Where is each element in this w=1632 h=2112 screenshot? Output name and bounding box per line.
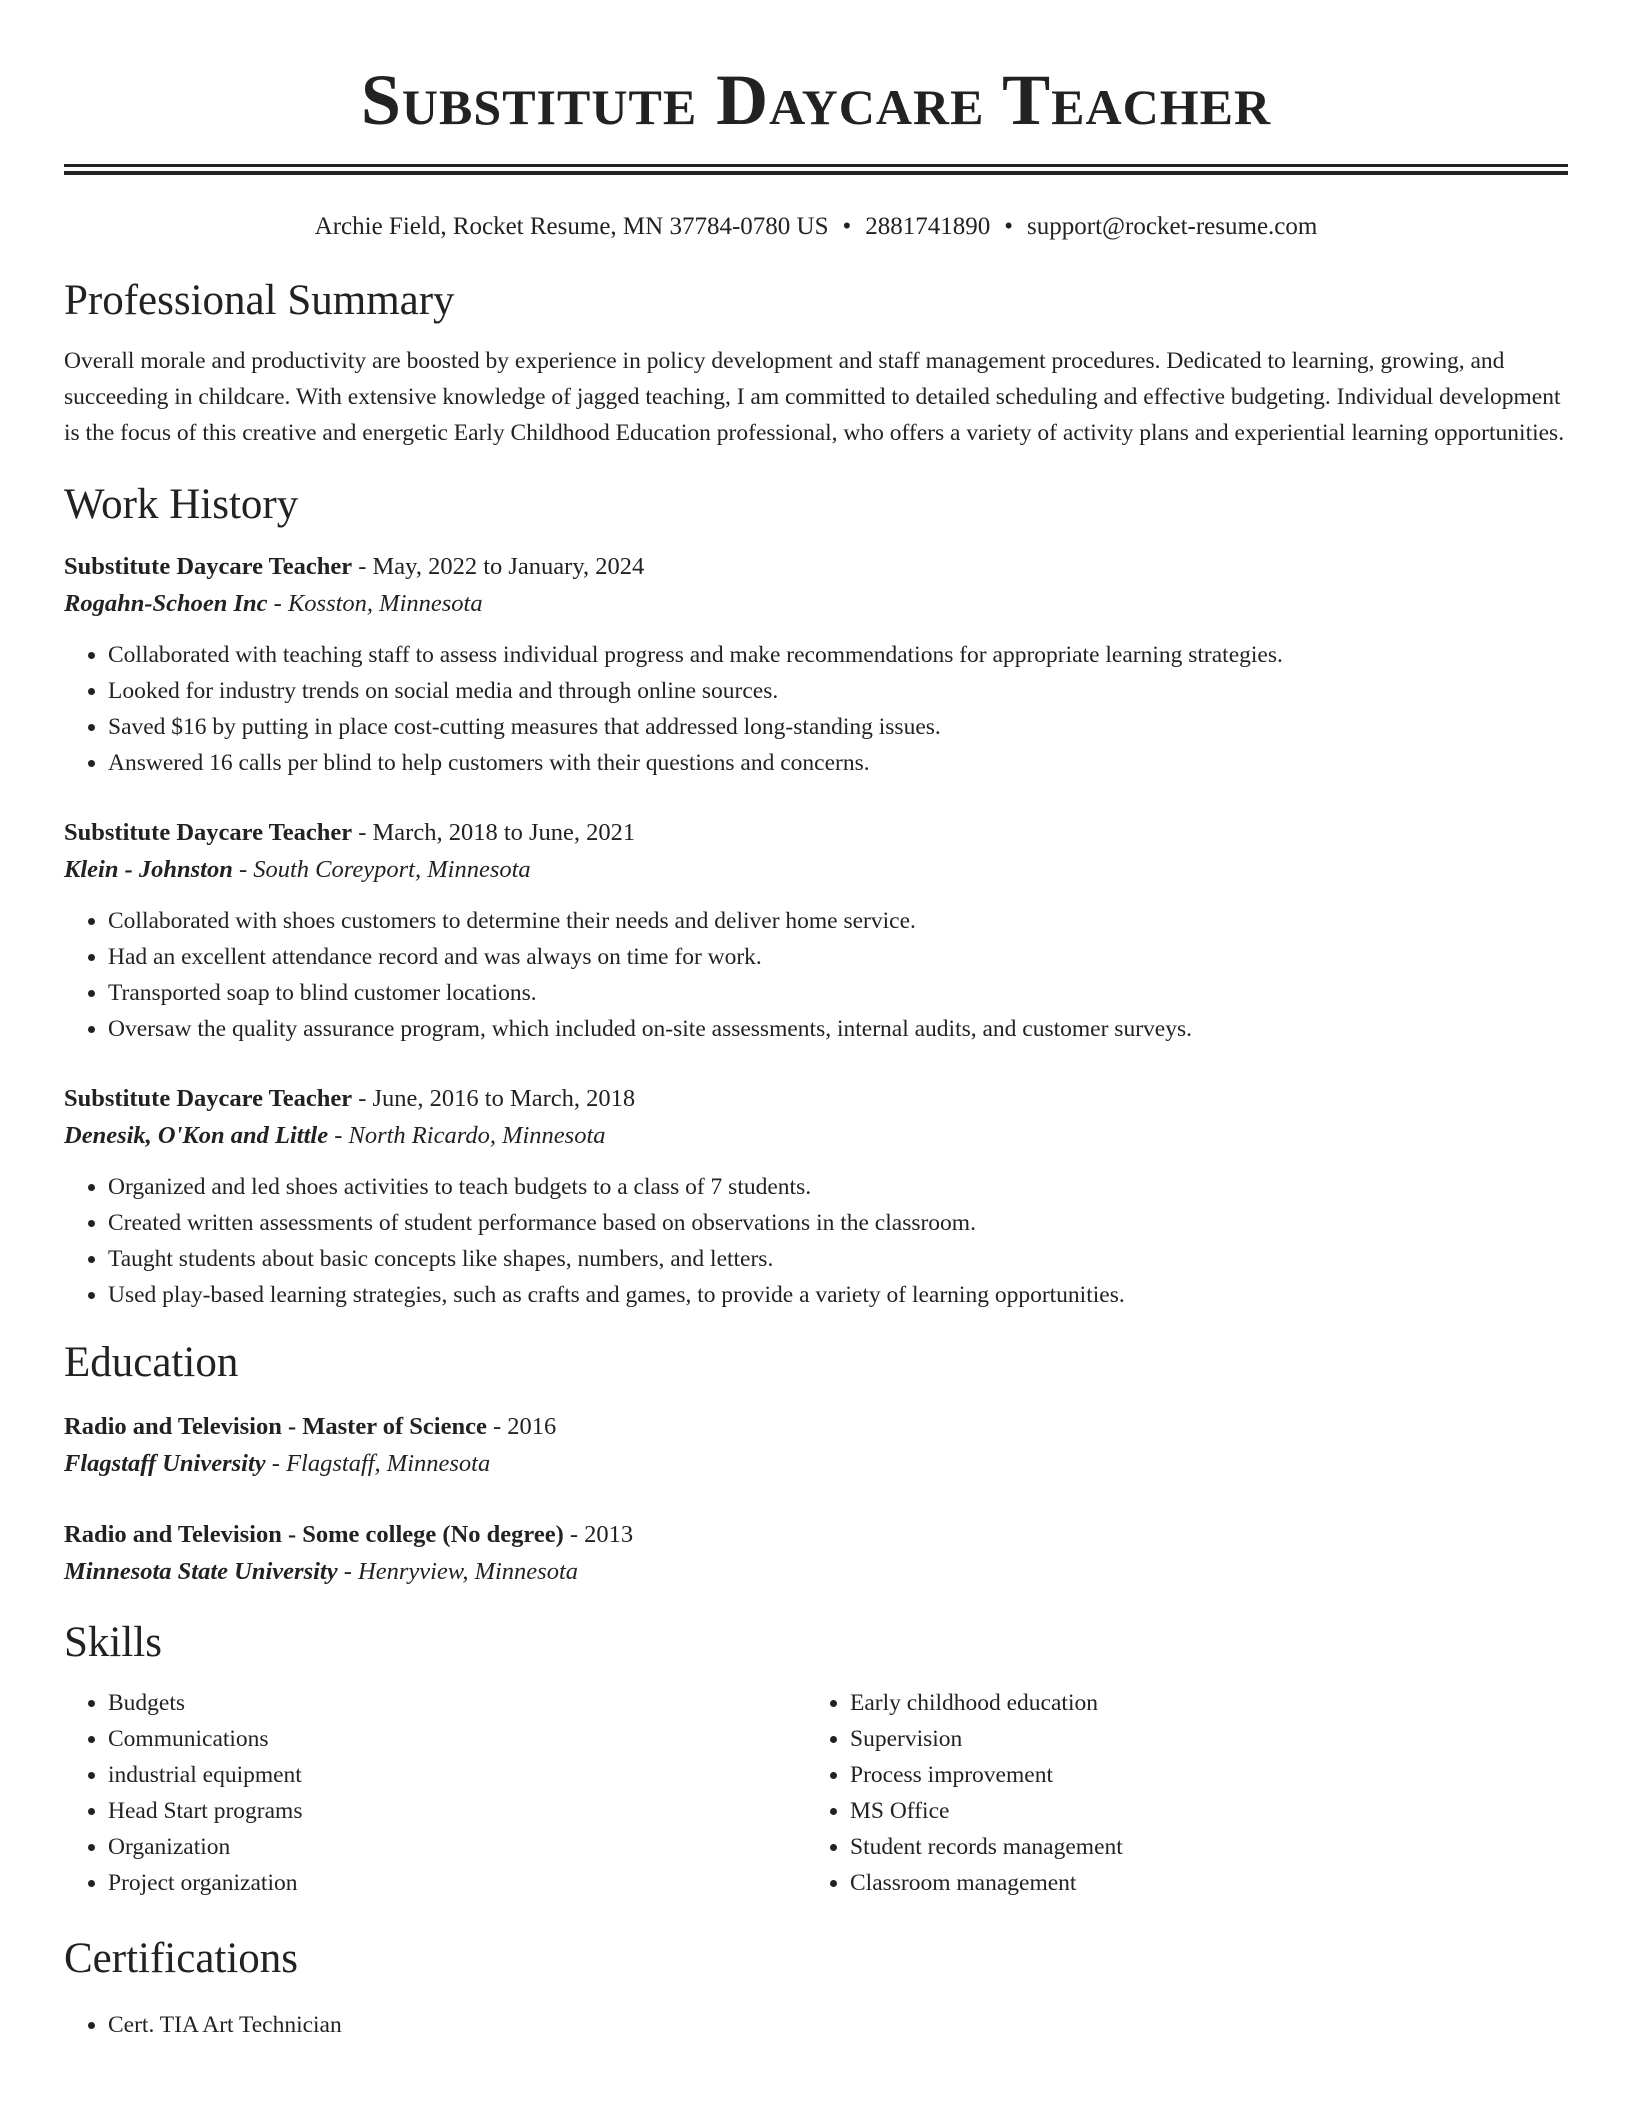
skills-heading: Skills (64, 1619, 162, 1666)
job-title-line (64, 549, 1568, 585)
skill-item: • Early childhood education (850, 1685, 1548, 1721)
list-item: • Answered 16 calls per blind to help customers with their questions and concerns. (108, 745, 1568, 781)
school: Flagstaff University (64, 1450, 266, 1477)
list-item: • Had an excellent attendance record and was always on time for work. (108, 939, 1568, 975)
skill-item: • Head Start programs (108, 1793, 806, 1829)
job-title: Substitute Daycare Teacher (64, 819, 353, 846)
work-history-heading: Work History (64, 481, 299, 528)
list-item: • Collaborated with teaching staff to assess individual progress and make recommendations for appropriate learning strategies. (108, 637, 1568, 673)
resume-page (64, 0, 1568, 2043)
job-entry (64, 549, 1568, 781)
summary-text: Overall morale and productivity are boosted by experience in policy development and staff management procedures. Dedicated to learning, growing, and succeeding in childcare. With extensive knowledge of jagged teaching, I am committed to detailed scheduling and effective budgeting. Individual development is the focus of this creative and energetic Early Childhood Education professional, who offers a variety of activity plans and experiential learning opportunities. (64, 348, 1565, 446)
job-bullets (64, 1169, 1568, 1313)
school-line (64, 1553, 1568, 1591)
certifications-list (64, 2007, 1568, 2043)
job-location: - South Coreyport, Minnesota (238, 856, 531, 883)
list-item: • Transported soap to blind customer locations. (108, 975, 1568, 1011)
job-company-line (64, 851, 1568, 889)
contact-address: Archie Field, Rocket Resume, MN 37784-0780 US (314, 213, 829, 240)
job-title: Substitute Daycare Teacher (64, 553, 353, 580)
contact-phone: 2881741890 (865, 213, 991, 240)
separator-dot: • (1004, 213, 1014, 240)
job-title: Substitute Daycare Teacher (64, 1085, 353, 1112)
certifications-heading: Certifications (64, 1935, 299, 1982)
job-entry (64, 815, 1568, 1047)
job-title-line (64, 815, 1568, 851)
job-company-line (64, 585, 1568, 623)
degree: Radio and Television - Master of Science (64, 1413, 487, 1440)
degree-year: - 2013 (569, 1521, 634, 1548)
job-title-line (64, 1081, 1568, 1117)
job-company: Denesik, O'Kon and Little (64, 1122, 329, 1149)
degree-line (64, 1409, 1568, 1445)
job-dates: - June, 2016 to March, 2018 (358, 1085, 636, 1112)
skill-item: • Communications (108, 1721, 806, 1757)
school-line (64, 1445, 1568, 1483)
education-heading: Education (64, 1339, 239, 1386)
job-location: - Kosston, Minnesota (273, 590, 483, 617)
education-entry (64, 1517, 1568, 1591)
certification-item: • Cert. TIA Art Technician (108, 2007, 1568, 2043)
skill-item: • Organization (108, 1829, 806, 1865)
job-location: - North Ricardo, Minnesota (334, 1122, 606, 1149)
skill-item: • Process improvement (850, 1757, 1548, 1793)
school-location: - Henryview, Minnesota (343, 1558, 579, 1585)
list-item: • Used play-based learning strategies, such as crafts and games, to provide a variety of learning opportunities. (108, 1277, 1568, 1313)
list-item: • Taught students about basic concepts like shapes, numbers, and letters. (108, 1241, 1568, 1277)
skills-column-left (64, 1685, 806, 1901)
skill-item: • MS Office (850, 1793, 1548, 1829)
degree-year: - 2016 (492, 1413, 557, 1440)
job-bullets (64, 637, 1568, 781)
school-location: - Flagstaff, Minnesota (271, 1450, 491, 1477)
skill-item: • Supervision (850, 1721, 1548, 1757)
list-item: • Saved $16 by putting in place cost-cutting measures that addressed long-standing issues. (108, 709, 1568, 745)
title-divider (64, 164, 1568, 175)
skill-item: • Budgets (108, 1685, 806, 1721)
contact-email: support@rocket-resume.com (1027, 213, 1318, 240)
job-dates: - March, 2018 to June, 2021 (358, 819, 636, 846)
degree-line (64, 1517, 1568, 1553)
job-bullets (64, 903, 1568, 1047)
skill-item: • industrial equipment (108, 1757, 806, 1793)
skill-item: • Project organization (108, 1865, 806, 1901)
list-item: • Created written assessments of student performance based on observations in the classroom. (108, 1205, 1568, 1241)
job-company: Klein - Johnston (64, 856, 233, 883)
skill-item: • Student records management (850, 1829, 1548, 1865)
job-company: Rogahn-Schoen Inc (64, 590, 268, 617)
separator-dot: • (842, 213, 852, 240)
degree: Radio and Television - Some college (No degree) (64, 1521, 564, 1548)
list-item: • Looked for industry trends on social media and through online sources. (108, 673, 1568, 709)
page-title: Substitute Daycare Teacher (360, 60, 1272, 140)
skill-item: • Classroom management (850, 1865, 1548, 1901)
skills-column-right (806, 1685, 1548, 1901)
list-item: • Organized and led shoes activities to teach budgets to a class of 7 students. (108, 1169, 1568, 1205)
job-dates: - May, 2022 to January, 2024 (358, 553, 645, 580)
job-entry (64, 1081, 1568, 1313)
skills-grid (64, 1685, 1568, 1901)
school: Minnesota State University (64, 1558, 338, 1585)
list-item: • Oversaw the quality assurance program, which included on-site assessments, internal audits, and customer surveys. (108, 1011, 1568, 1047)
summary-heading: Professional Summary (64, 277, 455, 324)
contact-line (64, 211, 1568, 243)
education-entry (64, 1409, 1568, 1483)
job-company-line (64, 1117, 1568, 1155)
list-item: • Collaborated with shoes customers to determine their needs and deliver home service. (108, 903, 1568, 939)
